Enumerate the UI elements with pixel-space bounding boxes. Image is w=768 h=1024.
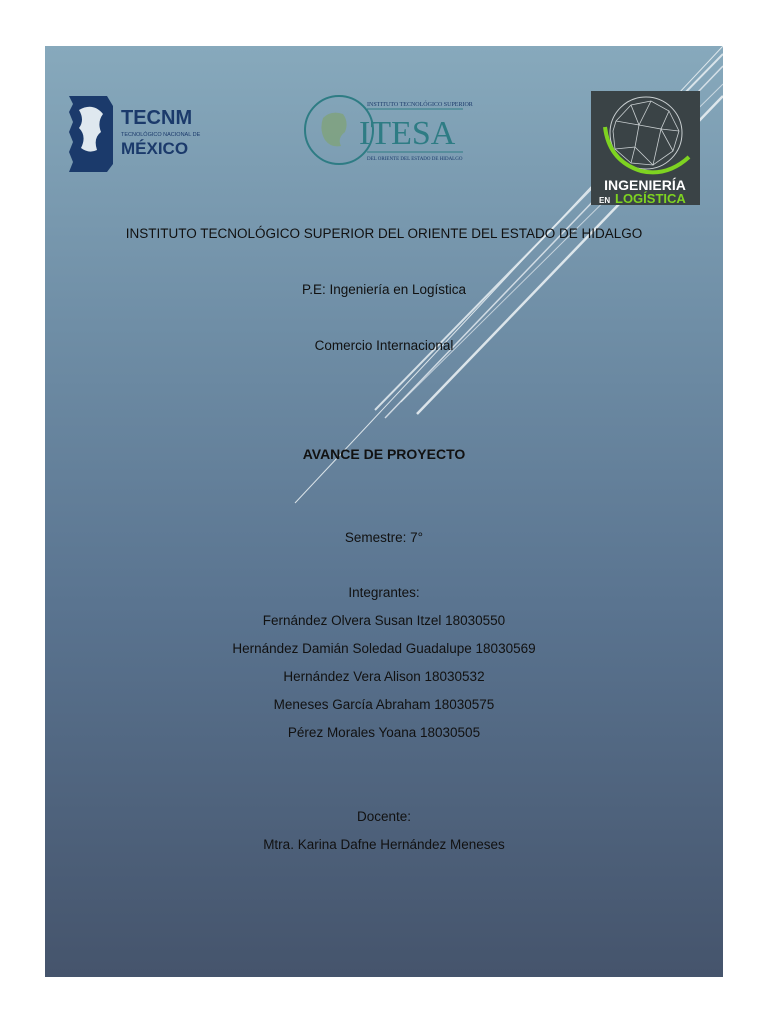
teacher-name: Mtra. Karina Dafne Hernández Meneses [263, 837, 505, 852]
itesa-logo [301, 92, 473, 172]
itesa-logo-bottom-text: DEL ORIENTE DEL ESTADO DE HIDALGO [367, 157, 463, 162]
tecnm-logo [67, 92, 207, 176]
tecnm-logo-country: MÉXICO [121, 139, 189, 158]
teacher-label: Docente: [356, 809, 412, 824]
ingenieria-logistica-logo [591, 91, 700, 205]
member-item: Hernández Vera Alison 18030532 [283, 669, 485, 684]
tecnm-logo-subtitle: TECNOLÓGICO NACIONAL DE [121, 132, 201, 138]
cover-page [45, 46, 723, 977]
institution-name: INSTITUTO TECNOLÓGICO SUPERIOR DEL ORIENTE DEL ESTADO DE HIDALGO [125, 226, 643, 241]
semester: Semestre: 7° [344, 530, 424, 545]
member-item: Fernández Olvera Susan Itzel 18030550 [262, 613, 506, 628]
members-label: Integrantes: [348, 585, 420, 600]
member-item: Hernández Damián Soledad Guadalupe 18030569 [232, 641, 536, 656]
ingenieria-logo-en: EN [599, 196, 611, 205]
member-item: Meneses García Abraham 18030575 [273, 697, 495, 712]
program-name: P.E: Ingeniería en Logística [301, 282, 467, 297]
itesa-logo-name: ITESA [359, 115, 456, 152]
tecnm-logo-name: TECNM [121, 107, 193, 129]
course-name: Comercio Internacional [314, 338, 454, 353]
member-item: Pérez Morales Yoana 18030505 [287, 725, 481, 740]
document-title: AVANCE DE PROYECTO [302, 446, 466, 462]
ingenieria-logo-line2: LOGÍSTICA [615, 191, 686, 205]
ingenieria-logo-line1: INGENIERÍA [604, 177, 686, 193]
itesa-logo-top-text: INSTITUTO TECNOLÓGICO SUPERIOR [367, 102, 473, 108]
